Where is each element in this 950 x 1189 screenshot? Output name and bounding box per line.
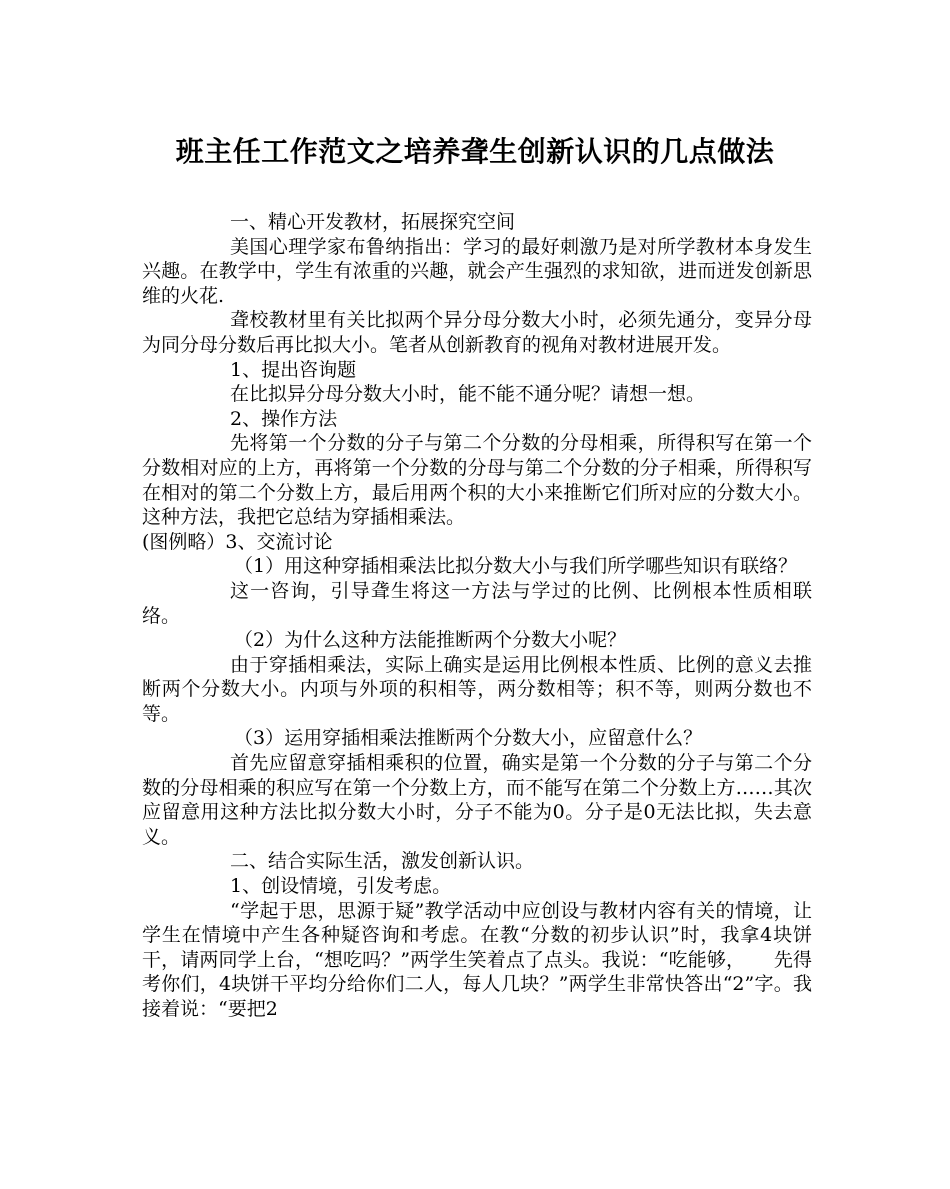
paragraph: “学起于思，思源于疑”教学活动中应创设与教材内容有关的情境，让学生在情境中产生各种疑咨询和考虑。在教“分数的初步认识”时，我拿4块饼干，请两同学上台，“想吃吗？”两学生笑着点了点头。我说：“吃能够， 先得考你们，4块饼干平均分给你们二人，每人几块？”两学生非常快答出“2”字。我接着说：“要把2 (142, 899, 812, 1020)
paragraph: 2、操作方法 (230, 407, 338, 430)
document-title: 班主任工作范文之培养聋生创新认识的几点做法 (175, 135, 775, 168)
paragraph: 先将第一个分数的分子与第二个分数的分母相乘，所得积写在第一个分数相对应的上方，再将第一个分数的分母与第二个分数的分子相乘，所得积写在相对的第二个分数上方，最后用两个积的大小来推断它们所对应的分数大小。这种方法，我把它总结为穿插相乘法。 (142, 432, 812, 529)
paragraph: 1、创设情境，引发考虑。 (230, 875, 452, 898)
paragraph: 聋校教材里有关比拟两个异分母分数大小时，必须先通分，变异分母为同分母分数后再比拟大小。笔者从创新教育的视角对教材进展开发。 (142, 309, 812, 356)
paragraph: 在比拟异分母分数大小时，能不能不通分呢？请想一想。 (230, 383, 706, 406)
paragraph: 二、结合实际生活，激发创新认识。 (230, 850, 535, 873)
paragraph: 这一咨询，引导聋生将这一方法与学过的比例、比例根本性质相联络。 (142, 579, 812, 627)
paragraph: (图例略）3、交流讨论 (142, 530, 333, 553)
paragraph: 由于穿插相乘法，实际上确实是运用比例根本性质、比例的意义去推断两个分数大小。内项与外项的积相等，两分数相等；积不等，则两分数也不等。 (142, 653, 812, 725)
paragraph: （1）用这种穿插相乘法比拟分数大小与我们所学哪些知识有联络？ (234, 555, 798, 578)
paragraph: （3）运用穿插相乘法推断两个分数大小，应留意什么？ (234, 727, 703, 750)
paragraph: 首先应留意穿插相乘积的位置，确实是第一个分数的分子与第二个分数的分母相乘的积应写在第一个分数上方，而不能写在第二个分数上方……其次应留意用这种方法比拟分数大小时，分子不能为0。分子是0无法比拟，失去意义。 (142, 752, 812, 848)
document-body (142, 210, 812, 1022)
paragraph: 美国心理学家布鲁纳指出：学习的最好刺激乃是对所学教材本身发生兴趣。在教学中，学生有浓重的兴趣，就会产生强烈的求知欲，进而迸发创新思维的火花. (142, 235, 812, 307)
paragraph: （2）为什么这种方法能推断两个分数大小呢？ (234, 629, 627, 652)
paragraph: 一、精心开发教材，拓展探究空间 (230, 211, 516, 233)
paragraph: 1、提出咨询题 (230, 358, 357, 381)
